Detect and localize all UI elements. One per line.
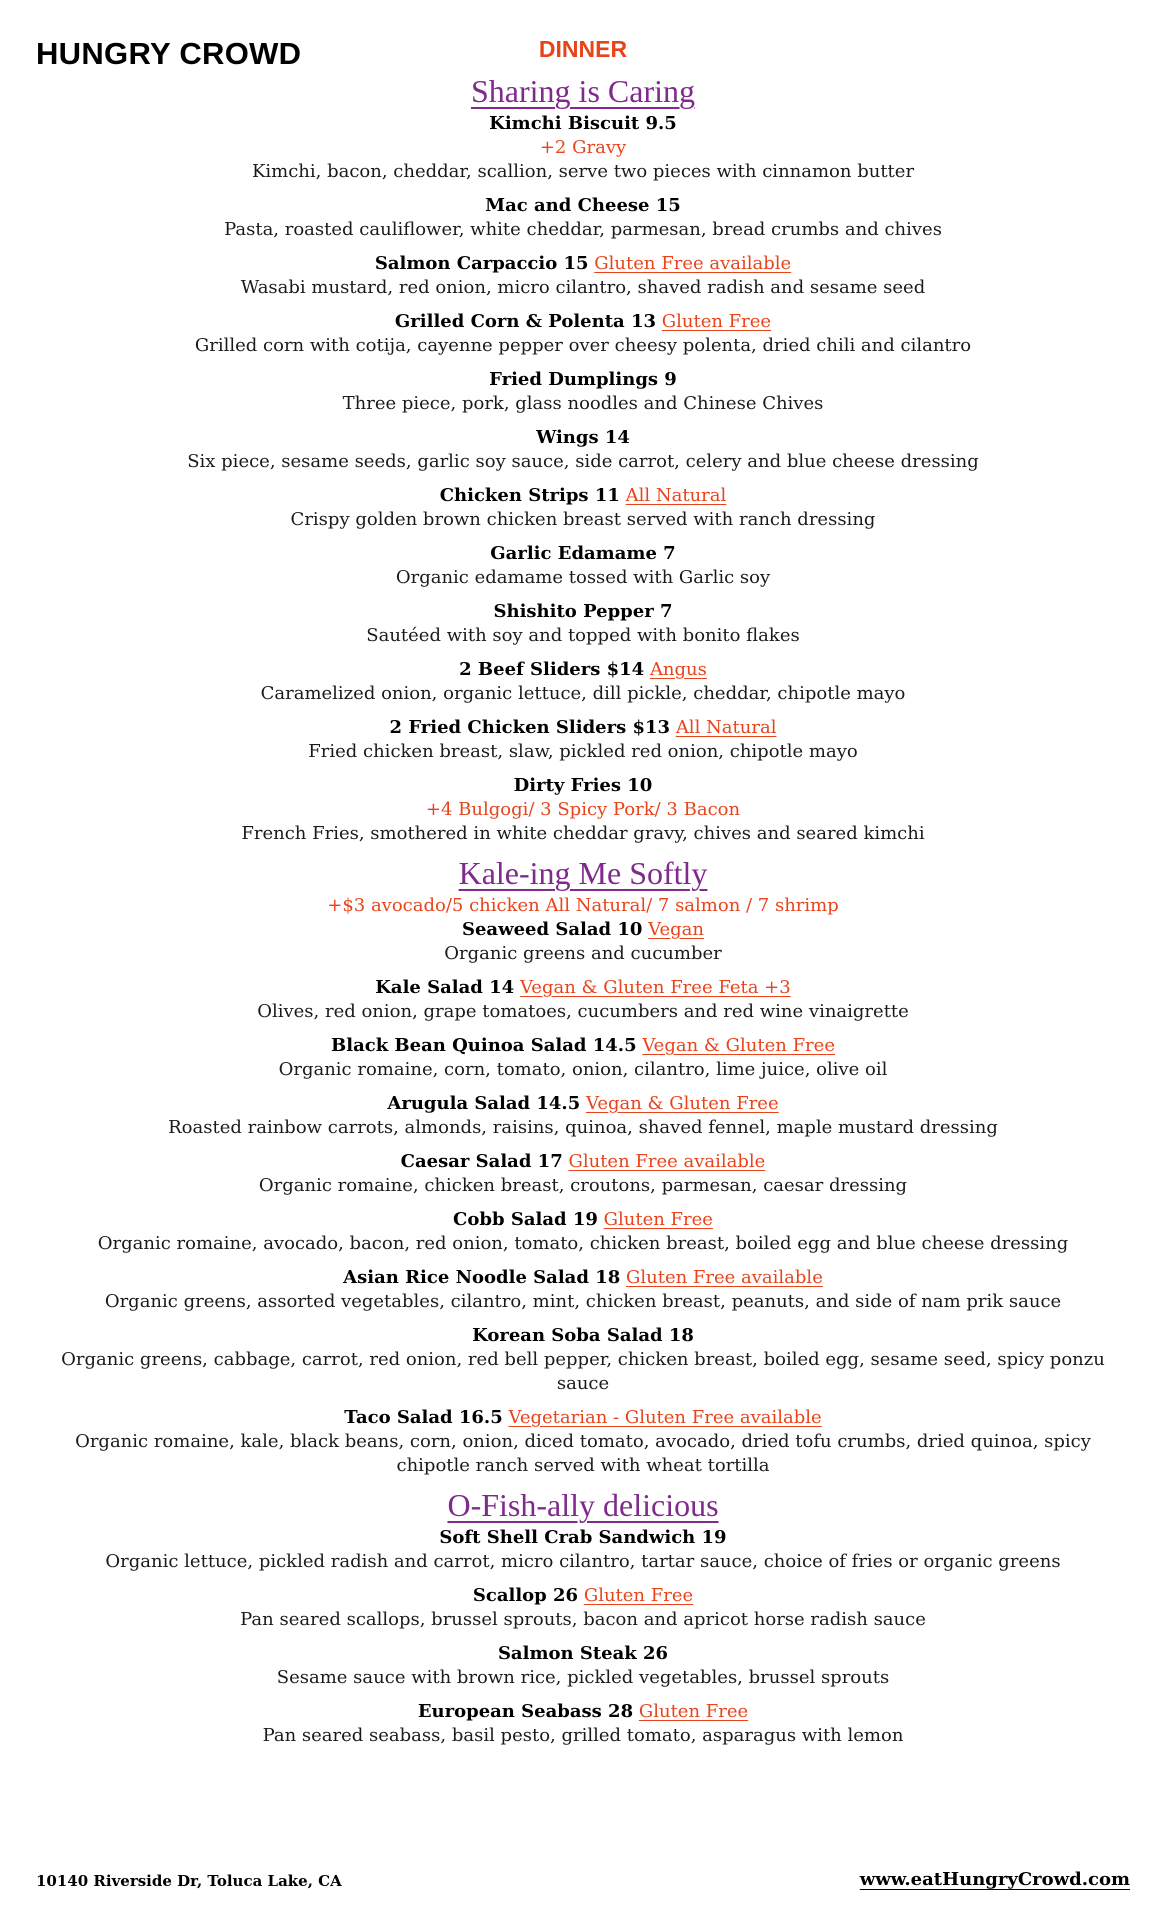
menu-body bbox=[40, 70, 1126, 1754]
menu-item-name: Wings 14 bbox=[536, 427, 630, 448]
menu-item-header bbox=[40, 368, 1126, 392]
menu-item bbox=[40, 426, 1126, 474]
dietary-tag-link[interactable]: Gluten Free bbox=[603, 1209, 713, 1230]
footer-website-link[interactable]: www.eatHungryCrowd.com bbox=[859, 1869, 1130, 1890]
menu-type-heading: DINNER bbox=[538, 36, 628, 62]
menu-item bbox=[40, 976, 1126, 1024]
menu-item-description: Fried chicken breast, slaw, pickled red onion, chipotle mayo bbox=[308, 741, 858, 762]
menu-item-name: 2 Beef Sliders $14 bbox=[459, 659, 645, 680]
menu-item bbox=[40, 1324, 1126, 1396]
dietary-tag-link[interactable]: Gluten Free bbox=[638, 1701, 749, 1722]
menu-item-name: Asian Rice Noodle Salad 18 bbox=[343, 1267, 621, 1288]
menu-item-header bbox=[40, 658, 1126, 682]
menu-item bbox=[40, 600, 1126, 648]
menu-item-name: Salmon Steak 26 bbox=[497, 1643, 669, 1664]
menu-item bbox=[40, 1642, 1126, 1690]
menu-item-header bbox=[40, 310, 1126, 334]
menu-item-description: French Fries, smothered in white cheddar gravy, chives and seared kimchi bbox=[241, 823, 925, 844]
menu-item-header bbox=[40, 542, 1126, 566]
section-title-text: Kale-ing Me Softly bbox=[458, 855, 708, 891]
menu-item bbox=[40, 112, 1126, 184]
menu-item bbox=[40, 1092, 1126, 1140]
menu-item-description: Organic greens, assorted vegetables, cilantro, mint, chicken breast, peanuts, and side of nam prik sauce bbox=[104, 1291, 1062, 1312]
menu-item-name: Kimchi Biscuit 9.5 bbox=[489, 113, 677, 134]
menu-item-name: Dirty Fries 10 bbox=[513, 775, 653, 796]
menu-item bbox=[40, 1526, 1126, 1574]
menu-item-header bbox=[40, 774, 1126, 798]
menu-item bbox=[40, 368, 1126, 416]
menu-item-name: Shishito Pepper 7 bbox=[493, 601, 673, 622]
menu-item-name: Garlic Edamame 7 bbox=[490, 543, 676, 564]
menu-item-description: Pasta, roasted cauliflower, white cheddar, parmesan, bread crumbs and chives bbox=[224, 219, 942, 240]
menu-item-addon: +2 Gravy bbox=[539, 137, 627, 158]
menu-section-sharing-is-caring bbox=[40, 70, 1126, 846]
menu-item bbox=[40, 542, 1126, 590]
menu-item bbox=[40, 252, 1126, 300]
menu-item-header bbox=[40, 1324, 1126, 1348]
dietary-tag-link[interactable]: Vegetarian - Gluten Free available bbox=[508, 1407, 822, 1428]
menu-item-header bbox=[40, 1642, 1126, 1666]
menu-item-header bbox=[40, 1208, 1126, 1232]
dietary-tag-link[interactable]: Gluten Free bbox=[661, 311, 772, 332]
menu-item-description: Sesame sauce with brown rice, pickled vegetables, brussel sprouts bbox=[276, 1667, 890, 1688]
menu-item-header bbox=[40, 252, 1126, 276]
dietary-tag-link[interactable]: Gluten Free available bbox=[568, 1151, 766, 1172]
menu-item-header bbox=[40, 1584, 1126, 1608]
menu-item-header bbox=[40, 1092, 1126, 1116]
menu-item-description: Organic edamame tossed with Garlic soy bbox=[395, 567, 771, 588]
menu-item-description: Roasted rainbow carrots, almonds, raisins, quinoa, shaved fennel, maple mustard dressing bbox=[168, 1117, 998, 1138]
menu-item-description: Organic greens, cabbage, carrot, red onion, red bell pepper, chicken breast, boiled egg, sesame seed, spicy ponzu sauce bbox=[61, 1349, 1105, 1394]
menu-item bbox=[40, 310, 1126, 358]
menu-item-header bbox=[40, 716, 1126, 740]
dietary-tag-link[interactable]: Vegan & Gluten Free Feta +3 bbox=[519, 977, 791, 998]
menu-item-name: Chicken Strips 11 bbox=[439, 485, 620, 506]
menu-item-name: 2 Fried Chicken Sliders $13 bbox=[389, 717, 671, 738]
menu-item-name: Black Bean Quinoa Salad 14.5 bbox=[331, 1035, 637, 1056]
dietary-tag-link[interactable]: Vegan & Gluten Free bbox=[642, 1035, 835, 1056]
menu-item-header bbox=[40, 1406, 1126, 1430]
menu-item bbox=[40, 1406, 1126, 1478]
menu-item-name: Kale Salad 14 bbox=[375, 977, 515, 998]
menu-item bbox=[40, 484, 1126, 532]
menu-item bbox=[40, 658, 1126, 706]
menu-item bbox=[40, 918, 1126, 966]
menu-item-description: Crispy golden brown chicken breast served with ranch dressing bbox=[290, 509, 876, 530]
dietary-tag-link[interactable]: Vegan bbox=[648, 919, 705, 940]
menu-item-name: Cobb Salad 19 bbox=[453, 1209, 598, 1230]
dietary-tag-link[interactable]: Vegan & Gluten Free bbox=[585, 1093, 779, 1114]
menu-item-name: Soft Shell Crab Sandwich 19 bbox=[439, 1527, 727, 1548]
menu-item bbox=[40, 1150, 1126, 1198]
menu-item-description: Kimchi, bacon, cheddar, scallion, serve two pieces with cinnamon butter bbox=[251, 161, 915, 182]
menu-item-header bbox=[40, 1700, 1126, 1724]
menu-item-description: Organic romaine, avocado, bacon, red onion, tomato, chicken breast, boiled egg and blue cheese dressing bbox=[97, 1233, 1069, 1254]
dietary-tag-link[interactable]: Gluten Free bbox=[583, 1585, 694, 1606]
menu-section-o-fish-ally-delicious bbox=[40, 1484, 1126, 1748]
menu-item-name: European Seabass 28 bbox=[417, 1701, 634, 1722]
section-title-text: Sharing is Caring bbox=[471, 73, 695, 109]
menu-item-addon: +4 Bulgogi/ 3 Spicy Pork/ 3 Bacon bbox=[425, 799, 741, 820]
menu-item-header bbox=[40, 1266, 1126, 1290]
menu-item bbox=[40, 194, 1126, 242]
menu-item-name: Taco Salad 16.5 bbox=[344, 1407, 503, 1428]
menu-item-name: Arugula Salad 14.5 bbox=[387, 1093, 581, 1114]
menu-item-name: Grilled Corn & Polenta 13 bbox=[394, 311, 657, 332]
menu-item-header bbox=[40, 600, 1126, 624]
menu-item-name: Seaweed Salad 10 bbox=[461, 919, 643, 940]
footer-address: 10140 Riverside Dr, Toluca Lake, CA bbox=[36, 1872, 342, 1890]
menu-item bbox=[40, 716, 1126, 764]
menu-item-header bbox=[40, 484, 1126, 508]
menu-item-name: Mac and Cheese 15 bbox=[485, 195, 681, 216]
menu-item-name: Salmon Carpaccio 15 bbox=[374, 253, 589, 274]
menu-item-header bbox=[40, 194, 1126, 218]
menu-item-header bbox=[40, 112, 1126, 136]
section-addon-note: +$3 avocado/5 chicken All Natural/ 7 salmon / 7 shrimp bbox=[327, 895, 839, 916]
menu-item-description: Sautéed with soy and topped with bonito flakes bbox=[366, 625, 800, 646]
menu-item-header bbox=[40, 426, 1126, 450]
section-title bbox=[40, 852, 1126, 894]
menu-item bbox=[40, 1266, 1126, 1314]
menu-item-header bbox=[40, 976, 1126, 1000]
section-title bbox=[40, 1484, 1126, 1526]
menu-item bbox=[40, 774, 1126, 846]
dietary-tag-link[interactable]: Gluten Free available bbox=[625, 1267, 823, 1288]
menu-item bbox=[40, 1584, 1126, 1632]
menu-item-description: Three piece, pork, glass noodles and Chinese Chives bbox=[342, 393, 824, 414]
dietary-tag-link[interactable]: All Natural bbox=[675, 717, 777, 738]
menu-item-description: Six piece, sesame seeds, garlic soy sauce, side carrot, celery and blue cheese dressing bbox=[187, 451, 979, 472]
menu-item-description: Wasabi mustard, red onion, micro cilantro, shaved radish and sesame seed bbox=[240, 277, 926, 298]
menu-item-description: Grilled corn with cotija, cayenne pepper over cheesy polenta, dried chili and cilantro bbox=[194, 335, 972, 356]
menu-item-name: Scallop 26 bbox=[472, 1585, 579, 1606]
menu-item-description: Organic romaine, kale, black beans, corn, onion, diced tomato, avocado, dried tofu crumbs, dried quinoa, spicy chipotle ranch served with wheat tortilla bbox=[75, 1431, 1091, 1476]
section-title-text: O-Fish-ally delicious bbox=[447, 1487, 719, 1523]
section-title bbox=[40, 70, 1126, 112]
menu-item bbox=[40, 1034, 1126, 1082]
menu-item-header bbox=[40, 918, 1126, 942]
menu-item-description: Pan seared seabass, basil pesto, grilled tomato, asparagus with lemon bbox=[262, 1725, 904, 1746]
menu-item-name: Caesar Salad 17 bbox=[400, 1151, 563, 1172]
menu-item-header bbox=[40, 1150, 1126, 1174]
menu-item-name: Korean Soba Salad 18 bbox=[472, 1325, 694, 1346]
menu-item-description: Caramelized onion, organic lettuce, dill pickle, cheddar, chipotle mayo bbox=[260, 683, 906, 704]
menu-item-header bbox=[40, 1034, 1126, 1058]
menu-item-description: Organic romaine, chicken breast, croutons, parmesan, caesar dressing bbox=[258, 1175, 908, 1196]
menu-section-kale-ing-me-softly bbox=[40, 852, 1126, 1478]
menu-item-description: Organic lettuce, pickled radish and carrot, micro cilantro, tartar sauce, choice of fries or organic greens bbox=[105, 1551, 1061, 1572]
menu-item-header bbox=[40, 1526, 1126, 1550]
menu-item-description: Organic greens and cucumber bbox=[444, 943, 722, 964]
menu-item-description: Olives, red onion, grape tomatoes, cucumbers and red wine vinaigrette bbox=[257, 1001, 909, 1022]
restaurant-name: HUNGRY CROWD bbox=[36, 36, 302, 71]
menu-item bbox=[40, 1208, 1126, 1256]
menu-item-description: Pan seared scallops, brussel sprouts, bacon and apricot horse radish sauce bbox=[240, 1609, 926, 1630]
dietary-tag-link[interactable]: All Natural bbox=[625, 485, 727, 506]
dietary-tag-link[interactable]: Angus bbox=[649, 659, 707, 680]
menu-item-name: Fried Dumplings 9 bbox=[489, 369, 677, 390]
dietary-tag-link[interactable]: Gluten Free available bbox=[594, 253, 792, 274]
menu-item bbox=[40, 1700, 1126, 1748]
menu-item-description: Organic romaine, corn, tomato, onion, cilantro, lime juice, olive oil bbox=[278, 1059, 888, 1080]
